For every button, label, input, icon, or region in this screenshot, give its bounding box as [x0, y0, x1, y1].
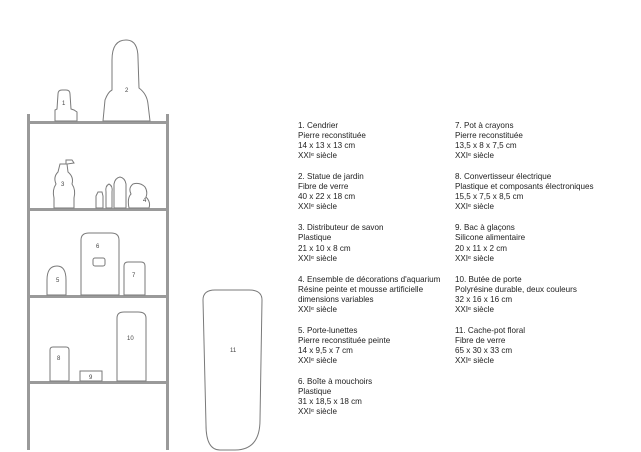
electrical-converter-outline: [50, 347, 69, 381]
entry-material: Pierre reconstituée peinte: [298, 335, 391, 345]
entry-title: 5. Porte-lunettes: [298, 325, 358, 335]
item-number-7: 7: [132, 273, 136, 279]
item-number-8: 8: [57, 356, 61, 362]
entry-title: 4. Ensemble de décorations d'aquarium: [298, 274, 441, 284]
entry-material: Silicone alimentaire: [455, 233, 526, 243]
entry-dimensions: dimensions variables: [298, 294, 374, 304]
entry-dimensions: 13,5 x 8 x 7,5 cm: [455, 141, 517, 151]
item-number-2: 2: [125, 88, 129, 94]
entry-material: Fibre de verre: [298, 182, 349, 192]
shelf-post-left: [27, 114, 30, 450]
entry-period: XXIᵉ siècle: [455, 253, 494, 263]
caption-entry: [455, 326, 635, 366]
entry-period: XXIᵉ siècle: [455, 355, 494, 365]
tissue-box-slot: [93, 258, 105, 266]
entry-title: 3. Distributeur de savon: [298, 223, 384, 233]
ashtray-outline: [55, 90, 77, 121]
entry-material: Résine peinte et mousse artificielle: [298, 284, 424, 294]
item-number-11: 11: [230, 348, 237, 354]
entry-title: 11. Cache-pot floral: [455, 325, 526, 335]
entry-material: Plastique: [298, 386, 332, 396]
entry-material: Plastique et composants électroniques: [455, 182, 594, 192]
caption-entry: [298, 121, 478, 161]
floral-planter-outline: [203, 290, 262, 450]
caption-column-left: [298, 121, 478, 428]
entry-dimensions: 15,5 x 7,5 x 8,5 cm: [455, 192, 524, 202]
entry-material: Polyrésine durable, deux couleurs: [455, 284, 577, 294]
entry-material: Pierre reconstituée: [455, 131, 523, 141]
item-number-9: 9: [89, 375, 93, 381]
entry-title: 6. Boîte à mouchoirs: [298, 376, 373, 386]
entry-period: XXIᵉ siècle: [298, 253, 337, 263]
entry-material: Plastique: [298, 233, 332, 243]
item-number-3: 3: [61, 182, 65, 188]
entry-period: XXIᵉ siècle: [455, 304, 494, 314]
entry-title: 2. Statue de jardin: [298, 172, 364, 182]
entry-dimensions: 32 x 16 x 16 cm: [455, 294, 513, 304]
entry-dimensions: 14 x 9,5 x 7 cm: [298, 345, 353, 355]
entry-dimensions: 14 x 13 x 13 cm: [298, 141, 356, 151]
caption-entry: [455, 275, 635, 315]
item-number-5: 5: [56, 278, 60, 284]
entry-dimensions: 31 x 18,5 x 18 cm: [298, 397, 362, 407]
entry-period: XXIᵉ siècle: [455, 151, 494, 161]
entry-period: XXIᵉ siècle: [298, 202, 337, 212]
entry-dimensions: 21 x 10 x 8 cm: [298, 243, 351, 253]
garden-statue-outline: [103, 40, 150, 121]
caption-entry: [298, 223, 478, 263]
shelf-post-right: [166, 114, 169, 450]
entry-title: 7. Pot à crayons: [455, 121, 514, 130]
entry-period: XXIᵉ siècle: [298, 355, 337, 365]
entry-period: XXIᵉ siècle: [298, 151, 337, 161]
item-number-6: 6: [96, 244, 100, 250]
caption-entry: [298, 275, 478, 315]
entry-dimensions: 65 x 30 x 33 cm: [455, 345, 513, 355]
entry-period: XXIᵉ siècle: [455, 202, 494, 212]
caption-entry: [455, 121, 635, 161]
caption-column-right: [455, 121, 635, 377]
entry-dimensions: 40 x 22 x 18 cm: [298, 192, 356, 202]
entry-period: XXIᵉ siècle: [298, 407, 337, 417]
entry-material: Pierre reconstituée: [298, 131, 366, 141]
item-number-4: 4: [143, 198, 147, 204]
door-stopper-outline: [117, 312, 146, 381]
entry-title: 8. Convertisseur électrique: [455, 172, 552, 182]
item-number-1: 1: [62, 101, 66, 107]
caption-entry: [298, 326, 478, 366]
entry-title: 10. Butée de porte: [455, 274, 522, 284]
entry-dimensions: 20 x 11 x 2 cm: [455, 243, 508, 253]
caption-entry: [298, 377, 478, 417]
entry-period: XXIᵉ siècle: [298, 304, 337, 314]
caption-entry: [298, 172, 478, 212]
entry-title: 9. Bac à glaçons: [455, 223, 515, 233]
caption-entry: [455, 223, 635, 263]
entry-material: Fibre de verre: [455, 335, 506, 345]
aquarium-decorations-outline: [96, 177, 150, 208]
entry-title: 1. Cendrier: [298, 121, 339, 130]
caption-entry: [455, 172, 635, 212]
item-number-10: 10: [127, 336, 134, 342]
